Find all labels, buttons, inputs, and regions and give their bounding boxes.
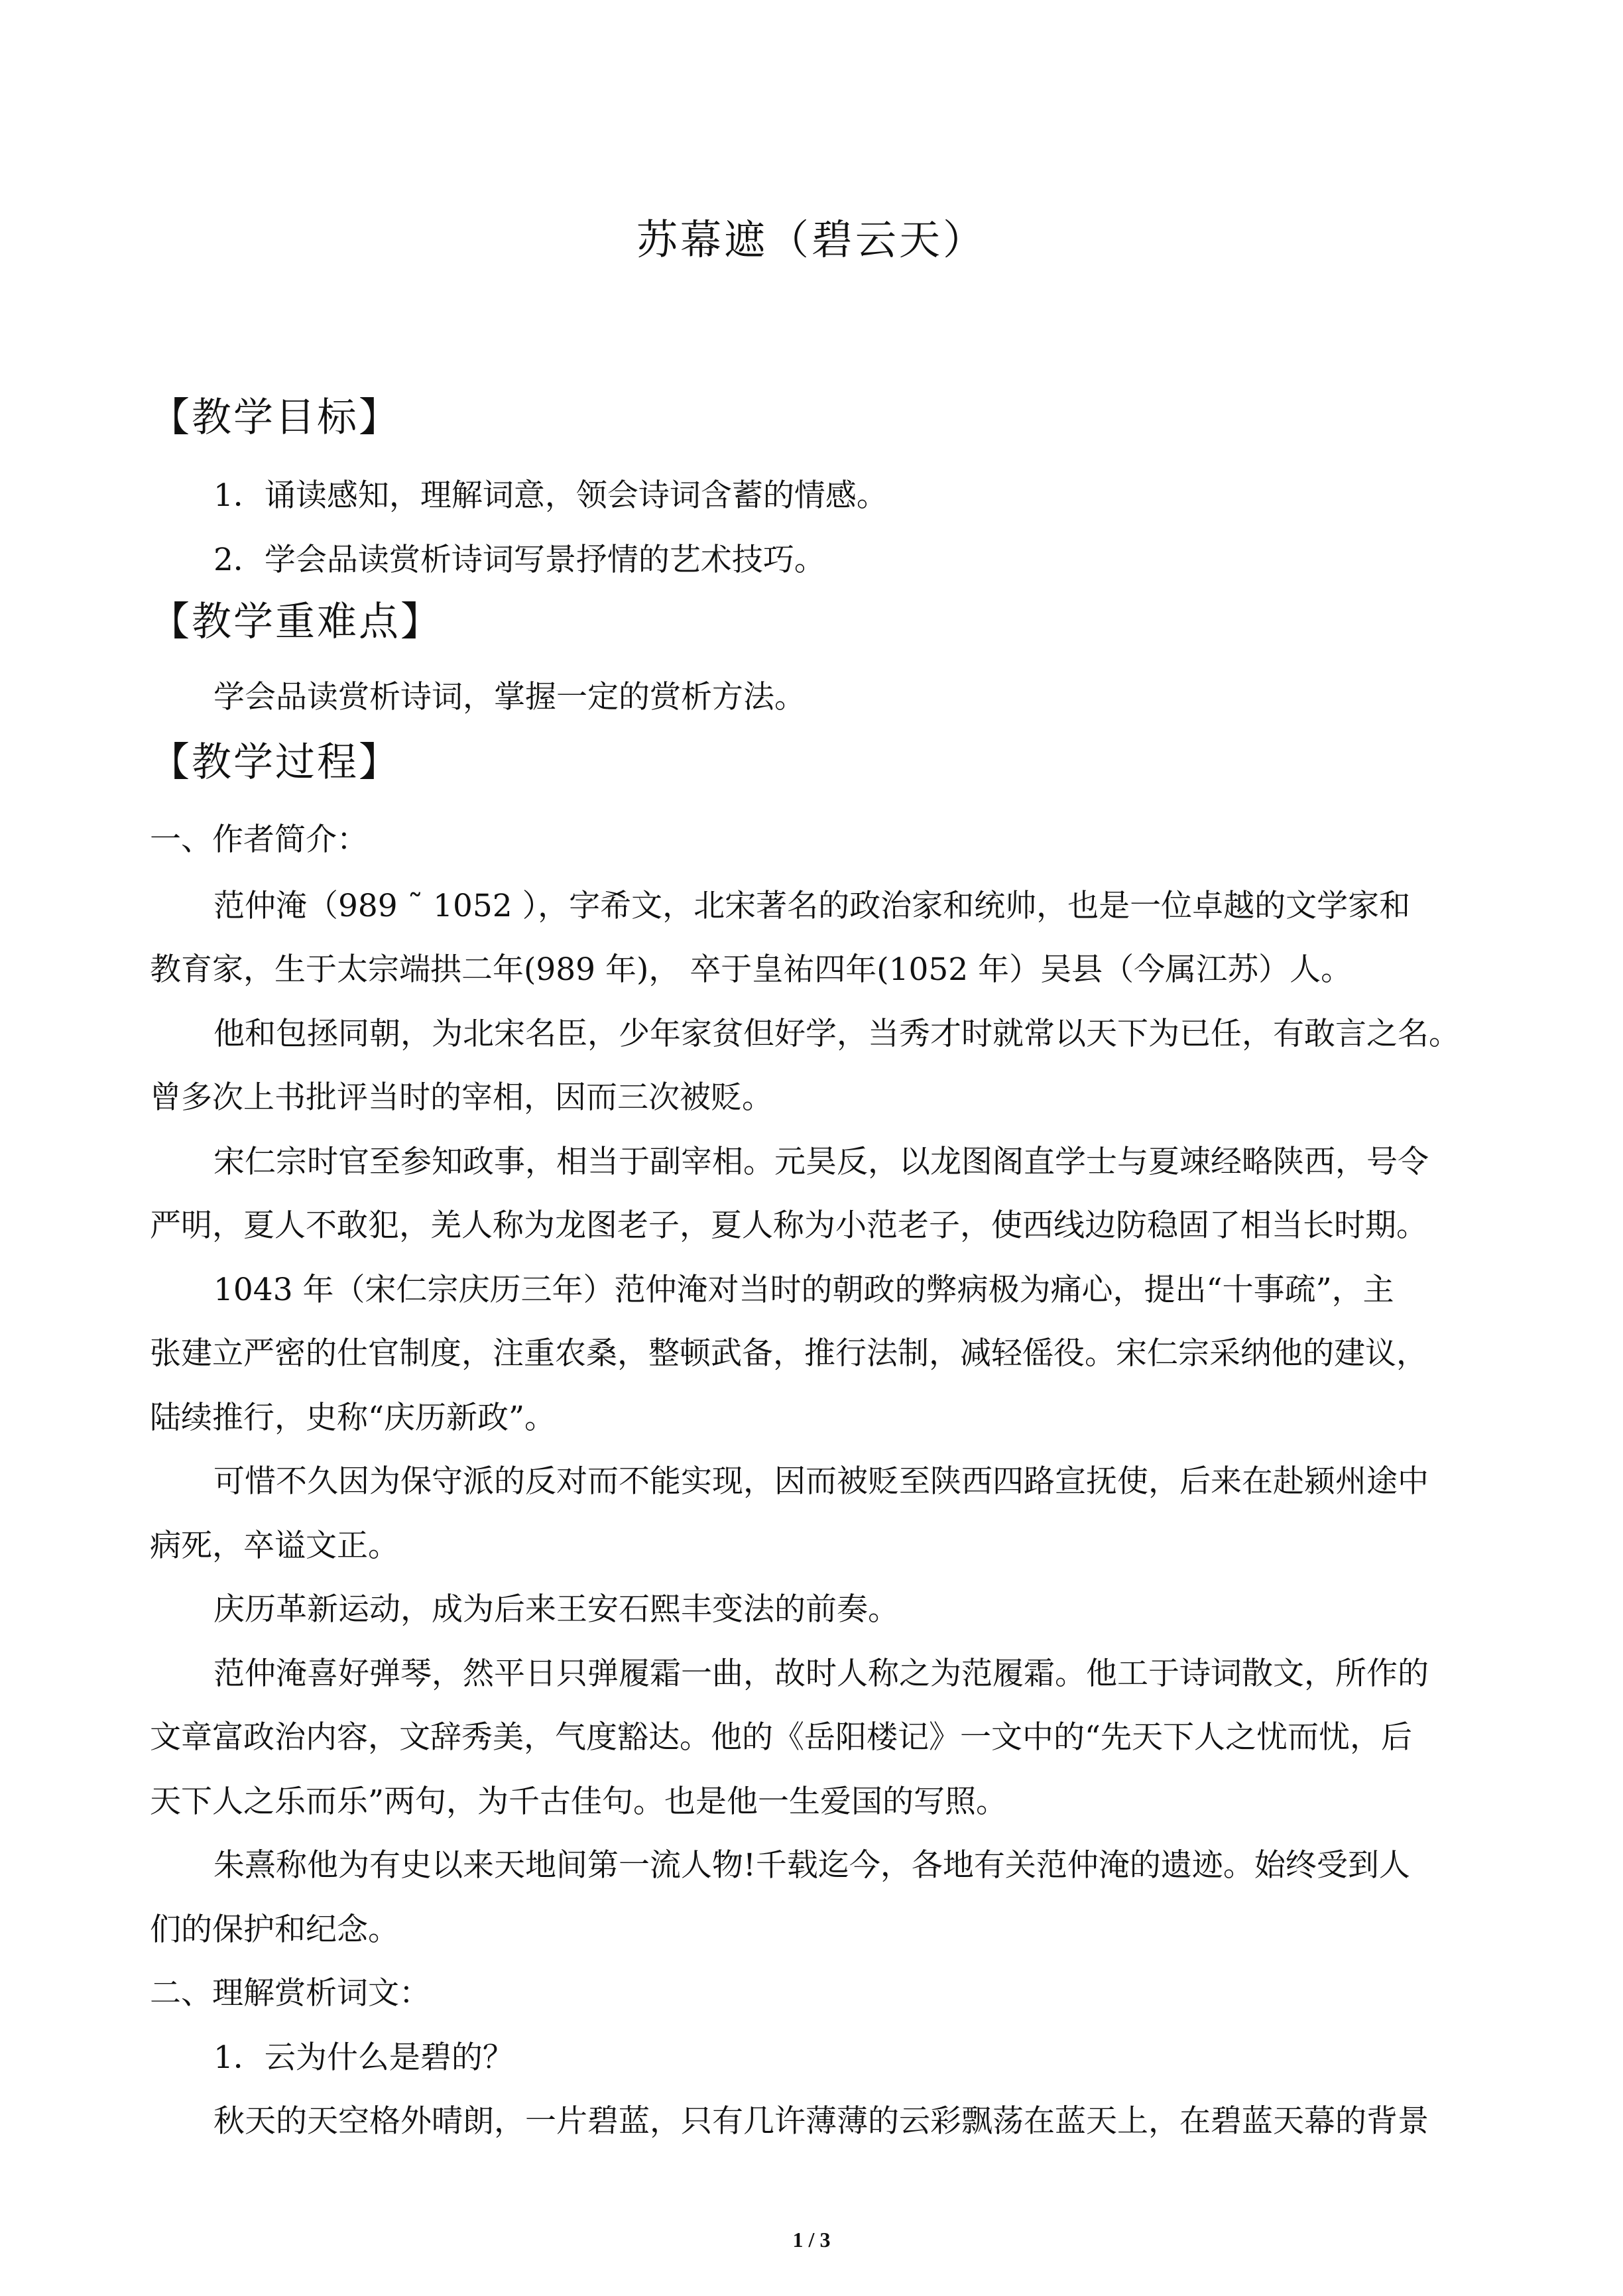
paragraph-line: 可惜不久因为保守派的反对而不能实现，因而被贬至陕西四路宣抚使，后来在赴颍州途中: [213, 1463, 1429, 1500]
paragraph-line: 严明，夏人不敢犯，羌人称为龙图老子，夏人称为小范老子，使西线边防稳固了相当长时期。: [150, 1207, 1427, 1244]
paragraph-line: 他和包拯同朝，为北宋名臣，少年家贫但好学，当秀才时就常以天下为已任，有敢言之名。: [213, 1016, 1460, 1052]
paragraph-line: 朱熹称他为有史以来天地间第一流人物!千载迄今，各地有关范仲淹的遗迹。始终受到人: [213, 1847, 1410, 1884]
paragraph-line: 秋天的天空格外晴朗，一片碧蓝，只有几许薄薄的云彩飘荡在蓝天上，在碧蓝天幕的背景: [213, 2103, 1429, 2140]
paragraph-line: 范仲淹喜好弹琴，然平日只弹履霜一曲，故时人称之为范履霜。他工于诗词散文，所作的: [213, 1656, 1429, 1692]
question-1: 1．云为什么是碧的？: [213, 2039, 514, 2076]
paragraph-line: 宋仁宗时官至参知政事，相当于副宰相。元昊反，以龙图阁直学士与夏竦经略陕西，号令: [213, 1144, 1429, 1180]
paragraph-line: 们的保护和纪念。: [150, 1911, 399, 1948]
paragraph-line: 庆历革新运动，成为后来王安石熙丰变法的前奏。: [213, 1591, 899, 1628]
paragraph-line: 陆续推行，史称“庆历新政”。: [150, 1400, 556, 1436]
key-points-text: 学会品读赏析诗词，掌握一定的赏析方法。: [213, 679, 806, 715]
paragraph-line: 张建立严密的仕官制度，注重农桑，整顿武备，推行法制，减轻傜役。宋仁宗采纳他的建议，: [150, 1335, 1427, 1372]
heading-key-points: 【教学重难点】: [150, 599, 442, 645]
section-title-analysis: 二、理解赏析词文：: [150, 1975, 430, 2012]
paragraph-line: 曾多次上书批评当时的宰相，因而三次被贬。: [150, 1079, 773, 1116]
heading-teaching-process: 【教学过程】: [150, 739, 400, 786]
paragraph-line: 病死，卒谥文正。: [150, 1528, 399, 1564]
paragraph-line: 天下人之乐而乐”两句，为千古佳句。也是他一生爱国的写照。: [150, 1783, 1008, 1820]
heading-teaching-goals: 【教学目标】: [150, 394, 400, 441]
paragraph-line: 1043 年（宋仁宗庆历三年）范仲淹对当时的朝政的弊病极为痛心，提出“十事疏”，主: [213, 1272, 1394, 1308]
goal-item-1: 1．诵读感知，理解词意，领会诗词含蓄的情感。: [213, 477, 888, 514]
paragraph-line: 教育家，生于太宗端拱二年(989 年)， 卒于皇祐四年(1052 年）吴县（今属江苏）人。: [150, 951, 1352, 988]
section-title-author: 一、作者简介：: [150, 821, 368, 858]
goal-item-2: 2．学会品读赏析诗词写景抒情的艺术技巧。: [213, 542, 825, 578]
page-number: 1 / 3: [792, 2228, 831, 2252]
document-title: 苏幕遮（碧云天）: [636, 215, 987, 264]
paragraph-line: 范仲淹（989 ˜ 1052 ），字希文，北宋著名的政治家和统帅，也是一位卓越的文学家和: [213, 888, 1411, 924]
paragraph-line: 文章富政治内容，文辞秀美，气度豁达。他的《岳阳楼记》一文中的“先天下人之忧而忧，后: [150, 1719, 1413, 1756]
